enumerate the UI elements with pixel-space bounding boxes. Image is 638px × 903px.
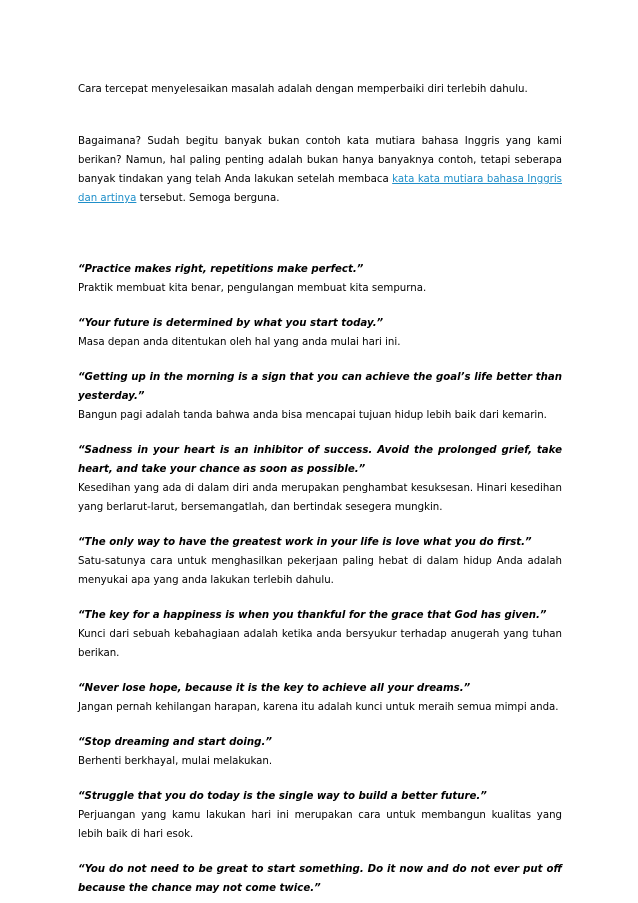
quote-translation: Berhenti berkhayal, mulai melakukan. — [78, 756, 273, 767]
quote-english: “Your future is determined by what you start today.” — [78, 318, 384, 329]
quote-item — [78, 606, 562, 663]
quote-item — [78, 533, 562, 590]
paragraph-text-after-link: tersebut. Semoga berguna. — [136, 193, 280, 204]
quote-translation: Jangan pernah kehilangan harapan, karena itu adalah kunci untuk meraih semua mimpi anda. — [78, 702, 559, 713]
quote-translation: Kunci dari sebuah kebahagiaan adalah ketika anda bersyukur terhadap anugerah yang tuhan berikan. — [78, 629, 562, 659]
intro-text: Cara tercepat menyelesaikan masalah adalah dengan memperbaiki diri terlebih dahulu. — [78, 84, 528, 95]
quote-translation: Perjuangan yang kamu lakukan hari ini merupakan cara untuk membangun kualitas yang lebih baik di hari esok. — [78, 810, 562, 840]
quote-item — [78, 787, 562, 844]
quote-item — [78, 368, 562, 425]
quote-translation: Masa depan anda ditentukan oleh hal yang anda mulai hari ini. — [78, 337, 401, 348]
quote-english: “The key for a happiness is when you thankful for the grace that God has given.” — [78, 610, 547, 621]
document-page — [78, 80, 562, 898]
quote-translation: Bangun pagi adalah tanda bahwa anda bisa mencapai tujuan hidup lebih baik dari kemarin. — [78, 410, 547, 421]
article-link[interactable]: kata kata mutiara bahasa Inggris dan artinya — [78, 174, 562, 204]
paragraph-text-before-link: Bagaimana? Sudah begitu banyak bukan contoh kata mutiara bahasa Inggris yang kami berikan? Namun, hal paling penting adalah bukan hanya banyaknya contoh, tetapi seberapa banyak tindakan yang telah Anda lakukan setelah membaca — [78, 136, 562, 185]
quote-english: “Getting up in the morning is a sign that you can achieve the goal’s life better than yesterday.” — [78, 372, 562, 402]
quote-translation: Kesedihan yang ada di dalam diri anda merupakan penghambat kesuksesan. Hinari kesedihan yang berlarut-larut, bersemangatlah, dan bertindak sesegera mungkin. — [78, 483, 562, 513]
quote-english: “Practice makes right, repetitions make perfect.” — [78, 264, 364, 275]
quote-english: “Stop dreaming and start doing.” — [78, 737, 272, 748]
quote-item — [78, 260, 562, 298]
quote-english: “Never lose hope, because it is the key to achieve all your dreams.” — [78, 683, 471, 694]
quote-english: “You do not need to be great to start something. Do it now and do not ever put off because the chance may not come twice.” — [78, 864, 562, 894]
quote-item — [78, 679, 562, 717]
quote-english: “Struggle that you do today is the single way to build a better future.” — [78, 791, 487, 802]
quote-item — [78, 314, 562, 352]
quote-item — [78, 441, 562, 517]
quote-translation: Praktik membuat kita benar, pengulangan membuat kita sempurna. — [78, 283, 427, 294]
quote-english: “Sadness in your heart is an inhibitor of success. Avoid the prolonged grief, take heart, and take your chance as soon as possible.” — [78, 445, 562, 475]
closing-paragraph — [78, 132, 562, 208]
quote-item — [78, 733, 562, 771]
quote-item — [78, 860, 562, 898]
quote-translation: Satu-satunya cara untuk menghasilkan pekerjaan paling hebat di dalam hidup Anda adalah menyukai apa yang anda lakukan terlebih dahulu. — [78, 556, 562, 586]
quote-english: “The only way to have the greatest work in your life is love what you do first.” — [78, 537, 532, 548]
